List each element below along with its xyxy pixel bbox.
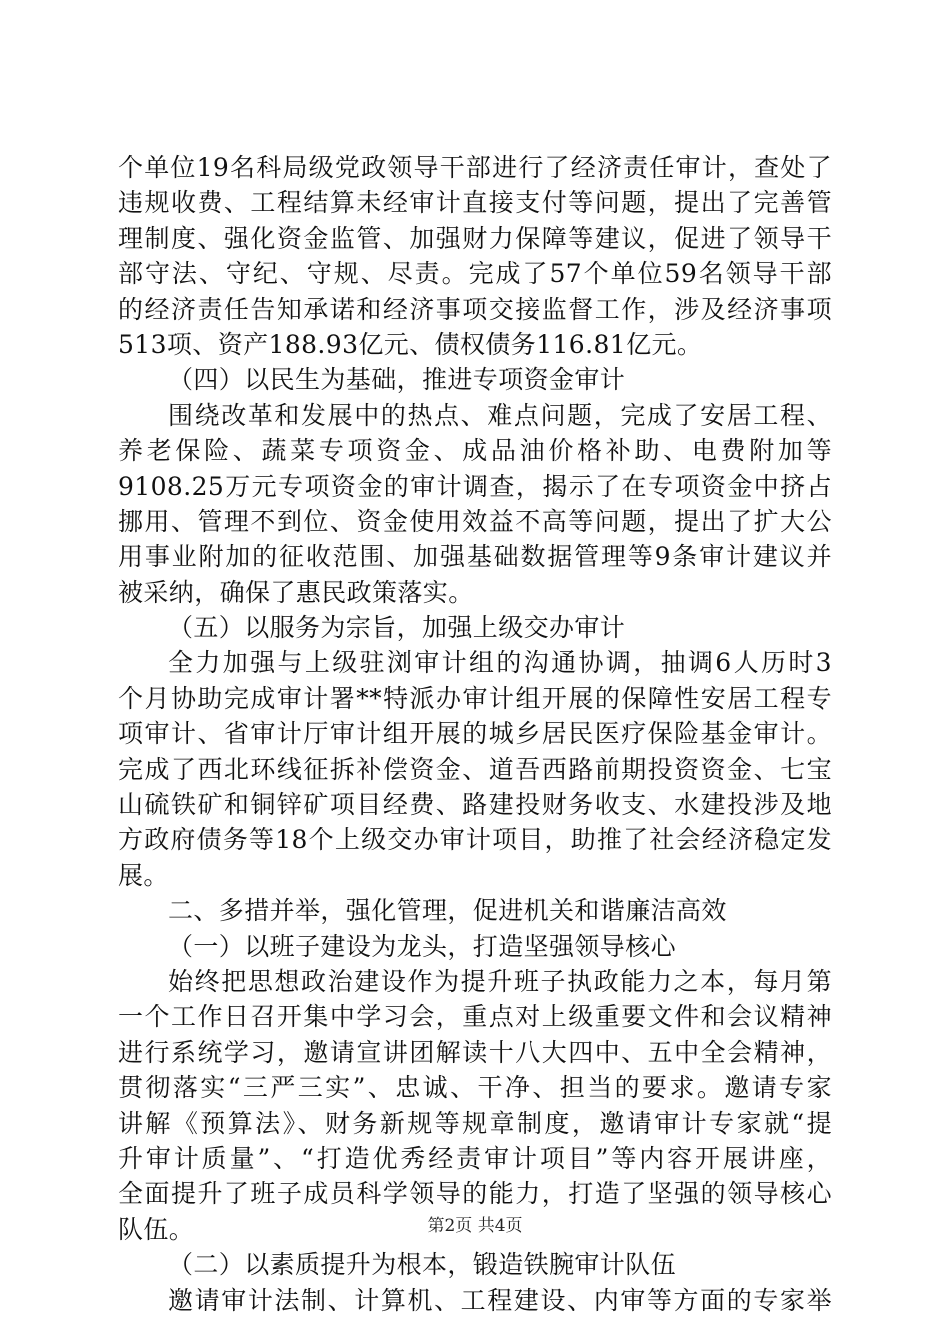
text-line: 全面提升了班子成员科学领导的能力，打造了坚强的领导核心 [118,1179,832,1209]
text-line: 理制度、强化资金监管、加强财力保障等建议，促进了领导干 [118,223,832,253]
text-line: 山硫铁矿和铜锌矿项目经费、路建投财务收支、水建投涉及地 [118,790,832,820]
section-heading: 二、多措并举，强化管理，促进机关和谐廉洁高效 [168,896,727,926]
text-line: 养老保险、蔬菜专项资金、成品油价格补助、电费附加等 [118,436,832,466]
text-line: 队伍。 [118,1214,195,1244]
text-line: 围绕改革和发展中的热点、难点问题，完成了安居工程、 [168,400,832,430]
text-line: 贯彻落实“三严三实”、忠诚、干净、担当的要求。邀请专家 [118,1073,832,1103]
text-line: 挪用、管理不到位、资金使用效益不高等问题，提出了扩大公 [118,506,832,536]
page-footer: 第2页 共4页 [427,1216,523,1236]
text-line: 违规收费、工程结算未经审计直接支付等问题，提出了完善管 [118,188,832,218]
text-line: 用事业附加的征收范围、加强基础数据管理等9条审计建议并 [118,542,832,572]
section-heading: （二）以素质提升为根本，锻造铁腕审计队伍 [168,1250,677,1280]
section-heading: （五）以服务为宗旨，加强上级交办审计 [168,613,626,643]
text-line: 个单位19名科局级党政领导干部进行了经济责任审计，查处了 [118,153,832,182]
text-line: 进行系统学习，邀请宣讲团解读十八大四中、五中全会精神， [118,1037,832,1067]
text-line: 一个工作日召开集中学习会，重点对上级重要文件和会议精神 [118,1002,832,1032]
text-line: 9108.25万元专项资金的审计调查，揭示了在专项资金中挤占 [118,471,832,501]
text-line: 方政府债务等18个上级交办审计项目，助推了社会经济稳定发 [118,825,832,855]
section-heading: （一）以班子建设为龙头，打造坚强领导核心 [168,931,677,961]
text-line: 始终把思想政治建设作为提升班子执政能力之本，每月第 [168,966,832,996]
text-line: 项审计、省审计厅审计组开展的城乡居民医疗保险基金审计。 [118,719,832,749]
text-line: 513项、资产188.93亿元、债权债务116.81亿元。 [118,329,703,359]
text-line: 的经济责任告知承诺和经济事项交接监督工作，涉及经济事项 [118,294,832,324]
text-line: 被采纳，确保了惠民政策落实。 [118,577,474,607]
text-line: 全力加强与上级驻浏审计组的沟通协调，抽调6人历时3 [168,648,832,678]
text-line: 讲解《预算法》、财务新规等规章制度，邀请审计专家就“提 [118,1108,832,1138]
text-line: 展。 [118,860,169,890]
document-body [118,150,832,1318]
text-line: 个月协助完成审计署**特派办审计组开展的保障性安居工程专 [118,683,832,713]
text-line: 升审计质量”、“打造优秀经责审计项目”等内容开展讲座， [118,1143,832,1173]
text-line: 完成了西北环线征拆补偿资金、道吾西路前期投资资金、七宝 [118,754,832,784]
text-line: 邀请审计法制、计算机、工程建设、内审等方面的专家举 [168,1285,832,1315]
section-heading: （四）以民生为基础，推进专项资金审计 [168,365,626,395]
text-line: 部守法、守纪、守规、尽责。完成了57个单位59名领导干部 [118,259,832,289]
